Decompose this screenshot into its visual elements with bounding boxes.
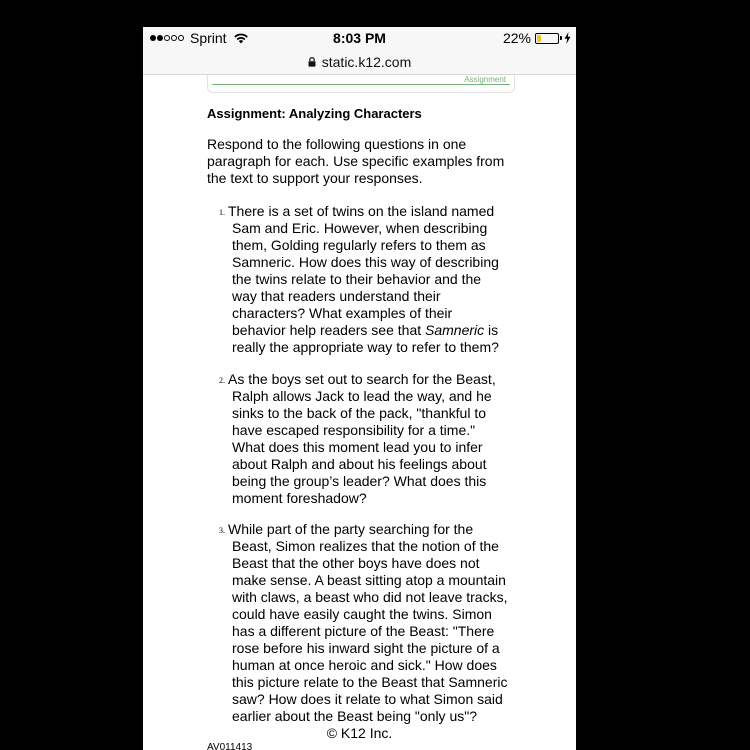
url-text[interactable]: static.k12.com — [321, 53, 412, 70]
phone-screen — [143, 27, 576, 750]
question-line: have escaped responsibility for a time." — [232, 422, 476, 438]
question-line: human at once heroic and sick." How does — [232, 657, 497, 673]
question-line: this picture relate to the Beast that Samneric — [232, 674, 508, 690]
question-line: Beast, Simon realizes that the notion of the — [232, 538, 499, 554]
question-line: earlier about the Beast being "only us"? — [232, 708, 477, 724]
document-code: AV011413 — [207, 742, 253, 750]
instruction-line: the text to support your responses. — [207, 170, 423, 186]
clock: 8:03 PM — [333, 30, 386, 46]
question-line: Sam and Eric. However, when describing — [232, 220, 488, 236]
question-line: As the boys set out to search for the Beast, — [228, 371, 496, 387]
question-line: What does this moment lead you to infer — [232, 439, 483, 455]
question-3 — [228, 521, 517, 725]
previous-section-card — [207, 75, 515, 93]
battery-percent: 22% — [502, 30, 531, 46]
battery-group — [503, 30, 571, 46]
status-bar — [143, 27, 576, 49]
question-line: There is a set of twins on the island named — [228, 203, 495, 219]
question-line: really the appropriate way to refer to them? — [232, 339, 499, 355]
question-line — [232, 322, 517, 339]
question-line: could have easily caught the twins. Simon — [232, 606, 492, 622]
battery-level — [537, 35, 541, 42]
question-text: behavior help readers see that — [232, 322, 426, 338]
question-number: 3. — [219, 526, 225, 535]
question-line: saw? How does it relate to what Simon said — [232, 691, 503, 707]
question-line: has a different picture of the Beast: "There — [232, 623, 495, 639]
carrier-name: Sprint — [190, 30, 227, 46]
question-line: about Ralph and about his feelings about — [232, 456, 487, 472]
address-bar[interactable] — [143, 49, 576, 75]
battery-icon — [535, 33, 559, 44]
charging-bolt-icon — [564, 32, 571, 44]
question-line: sinks to the back of the pack, "thankful to — [232, 405, 487, 421]
question-2 — [228, 371, 517, 507]
question-line: rose before his inward sight the picture of a — [232, 640, 500, 656]
emphasized-term: Samneric — [425, 322, 485, 338]
question-line: Samneric. How does this way of describing — [232, 254, 499, 270]
question-line: While part of the party searching for the — [228, 521, 474, 537]
question-number: 1. — [219, 208, 225, 217]
copyright-notice: © K12 Inc. — [326, 725, 393, 741]
question-line: with claws, a beast who did not leave tracks, — [232, 589, 508, 605]
question-line: them, Golding regularly refers to them as — [232, 237, 486, 253]
question-text: is — [484, 322, 499, 338]
question-line: characters? What examples of their — [232, 305, 453, 321]
assignment-instructions — [207, 136, 517, 187]
question-line: being the group’s leader? What does this — [232, 473, 487, 489]
lock-icon — [308, 57, 316, 67]
question-line: Ralph allows Jack to lead the way, and he — [232, 388, 492, 404]
page-content — [143, 75, 576, 750]
question-number: 2. — [219, 376, 225, 385]
instruction-line: paragraph for each. Use specific examples from — [207, 153, 505, 169]
assignment-title: Assignment: Analyzing Characters — [207, 106, 422, 121]
previous-card-label: Assignment — [464, 75, 506, 84]
question-line: make sense. A beast sitting atop a mountain — [232, 572, 506, 588]
question-1 — [228, 203, 517, 356]
question-line: the twins relate to their behavior and the — [232, 271, 482, 287]
question-line: moment foreshadow? — [232, 490, 367, 506]
question-line: way that readers understand their — [232, 288, 441, 304]
battery-tip — [560, 36, 562, 40]
instruction-line: Respond to the following questions in one — [207, 136, 467, 152]
question-line: Beast that the other boys have does not — [232, 555, 480, 571]
divider — [212, 84, 510, 85]
